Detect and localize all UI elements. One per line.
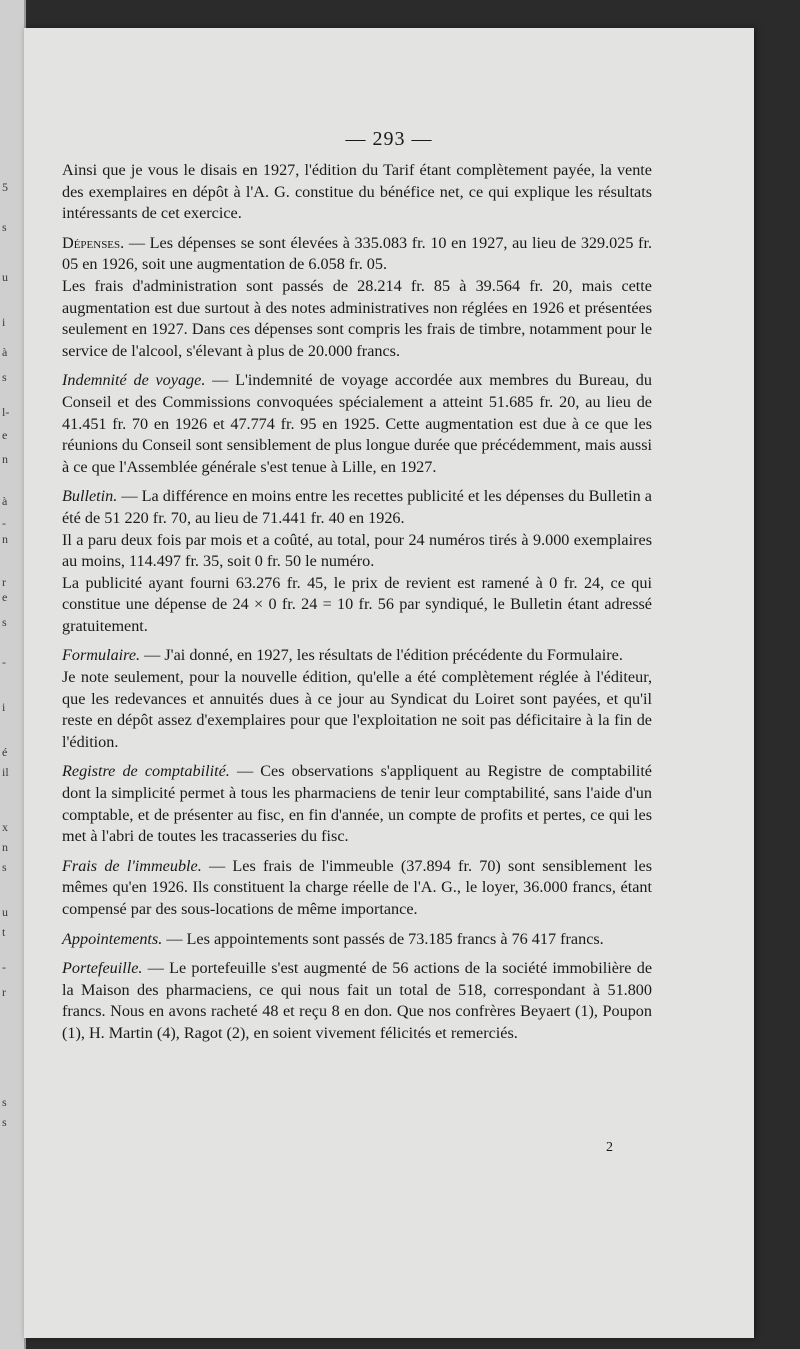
paragraph	[62, 929, 652, 951]
paragraph	[62, 645, 652, 667]
adjacent-page-fragment: x	[2, 820, 8, 834]
adjacent-page-fragment: s	[2, 1095, 7, 1109]
adjacent-page-fragment: e	[2, 590, 8, 604]
adjacent-page-fragment: e	[2, 428, 8, 442]
paragraph-heading: Bulletin.	[62, 487, 118, 506]
sheet-signature: 2	[606, 1140, 613, 1155]
adjacent-page-fragment: u	[2, 270, 8, 284]
paragraph-text: — La différence en moins entre les recettes publicité et les dépenses du Bulletin a été de 51 220 fr. 70, au lieu de 71.441 fr. 40 en 1926.	[62, 487, 652, 527]
paragraph-heading: Indemnité de voyage.	[62, 371, 206, 390]
paragraph	[62, 958, 652, 1044]
adjacent-page-fragment: n	[2, 840, 8, 854]
adjacent-page-edge	[0, 0, 26, 1349]
adjacent-page-fragment: s	[2, 1115, 7, 1129]
body-text	[62, 160, 652, 1053]
adjacent-page-fragment: u	[2, 905, 8, 919]
paragraph-heading: Appointements.	[62, 929, 163, 948]
adjacent-page-fragment: l-	[2, 405, 10, 419]
adjacent-page-fragment: i	[2, 315, 6, 329]
adjacent-page-fragment: il	[2, 765, 9, 779]
paragraph-text: La publicité ayant fourni 63.276 fr. 45, le prix de revient est ramené à 0 fr. 24, ce qui constitue une dépense de 24 × 0 fr. 24 = 10 fr. 56 par syndiqué, le Bulletin étant adressé gratuitement.	[62, 573, 652, 635]
paragraph-text: — L'indemnité de voyage accordée aux membres du Bureau, du Conseil et des Commissions convoquées spécialement a atteint 51.685 fr. 20, au lieu de 41.451 fr. 70 en 1926 et 47.774 fr. 95 en 1925. Cette augmentation est due à ce que les réunions du Conseil sont sensiblement de plus longue durée que précédemment, mais aussi à ce que l'Assemblée générale s'est tenue à Lille, en 1927.	[62, 371, 652, 476]
paragraph-text: Ainsi que je vous le disais en 1927, l'édition du Tarif étant complètement payée, la vente des exemplaires en dépôt à l'A. G. constitue du bénéfice net, ce qui explique les résultats intéressants de cet exercice.	[62, 161, 652, 223]
adjacent-page-fragment: -	[2, 655, 6, 669]
paragraph-text: — Les dépenses se sont élevées à 335.083 fr. 10 en 1927, au lieu de 329.025 fr. 05 en 1926, soit une augmentation de 6.058 fr. 05.	[62, 233, 652, 274]
paragraph	[62, 233, 652, 276]
adjacent-page-fragment: é	[2, 745, 8, 759]
paragraph-text: Je note seulement, pour la nouvelle édition, qu'elle a été complètement réglée à l'éditeur, que les redevances et annuités dues à ce jour au Syndicat du Loiret sont payées, et qu'il reste en dépôt assez d'exemplaires pour que l'exploitation ne soit pas déficitaire à la fin de l'édition.	[62, 668, 652, 751]
paragraph-text: Les frais d'administration sont passés de 28.214 fr. 85 à 39.564 fr. 20, mais cette augmentation est due surtout à des notes administratives non réglées en 1926 et présentées seulement en 1927. Dans ces dépenses sont compris les frais de timbre, notamment pour le service de l'alcool, s'élevant à plus de 20.000 francs.	[62, 276, 652, 360]
paragraph	[62, 160, 652, 225]
paragraph	[62, 276, 652, 362]
adjacent-page-fragment: 5	[2, 180, 8, 194]
adjacent-page-fragment: s	[2, 220, 7, 234]
paragraph-heading: Formulaire.	[62, 646, 141, 665]
adjacent-page-fragment: i	[2, 700, 6, 714]
adjacent-page-fragment: -	[2, 960, 6, 974]
paragraph-text: — Les frais de l'immeuble (37.894 fr. 70) sont sensiblement les mêmes qu'en 1926. Ils constituent la charge réelle de l'A. G., le loyer, 36.000 francs, étant compensé par des sous-locations de même importance.	[62, 856, 652, 918]
paragraph	[62, 370, 652, 478]
adjacent-page-fragment: s	[2, 615, 7, 629]
adjacent-page-fragment: à	[2, 345, 8, 359]
paragraph-text: — Le portefeuille s'est augmenté de 56 actions de la société immobilière de la Maison des pharmaciens, ce qui nous fait un total de 518, correspondant à 51.800 francs. Nous en avons racheté 48 et reçu 8 en don. Que nos confrères Beyaert (1), Poupon (1), H. Martin (4), Ragot (2), en soient vivement félicités et remerciés.	[62, 959, 652, 1042]
adjacent-page-fragment: t	[2, 925, 6, 939]
paragraph-heading: Dépenses.	[62, 233, 125, 252]
paragraph	[62, 667, 652, 753]
paragraph-text: — Ces observations s'appliquent au Registre de comptabilité dont la simplicité permet à tous les pharmaciens de tenir leur comptabilité, sans l'aide d'un comptable, et de présenter au fisc, en fin d'année, un compte de profits et pertes, ce qui les met à l'abri de toutes les tracasseries du fisc.	[62, 762, 652, 846]
paragraph	[62, 530, 652, 573]
paragraph-heading: Registre de comptabilité.	[62, 762, 230, 781]
paragraph-heading: Portefeuille.	[62, 959, 143, 978]
paragraph-heading: Frais de l'immeuble.	[62, 856, 202, 875]
paragraph	[62, 856, 652, 921]
paragraph-text: Il a paru deux fois par mois et a coûté, au total, pour 24 numéros tirés à 9.000 exemplaires au moins, 114.497 fr. 35, soit 0 fr. 50 le numéro.	[62, 530, 652, 571]
adjacent-page-fragment: n	[2, 452, 8, 466]
adjacent-page-fragment: -	[2, 516, 6, 530]
paragraph-text: — Les appointements sont passés de 73.185 francs à 76 417 francs.	[162, 929, 604, 948]
paragraph	[62, 486, 652, 529]
paragraph	[62, 573, 652, 638]
paragraph-text: — J'ai donné, en 1927, les résultats de l'édition précédente du Formulaire.	[140, 646, 623, 665]
paragraph	[62, 761, 652, 847]
adjacent-page-fragment: r	[2, 985, 6, 999]
adjacent-page-fragment: r	[2, 575, 6, 589]
adjacent-page-fragment: s	[2, 370, 7, 384]
adjacent-page-fragment: n	[2, 532, 8, 546]
adjacent-page-fragment: à	[2, 494, 8, 508]
document-page	[24, 28, 754, 1338]
adjacent-page-fragment: s	[2, 860, 7, 874]
page-number: — 293 —	[345, 128, 433, 150]
